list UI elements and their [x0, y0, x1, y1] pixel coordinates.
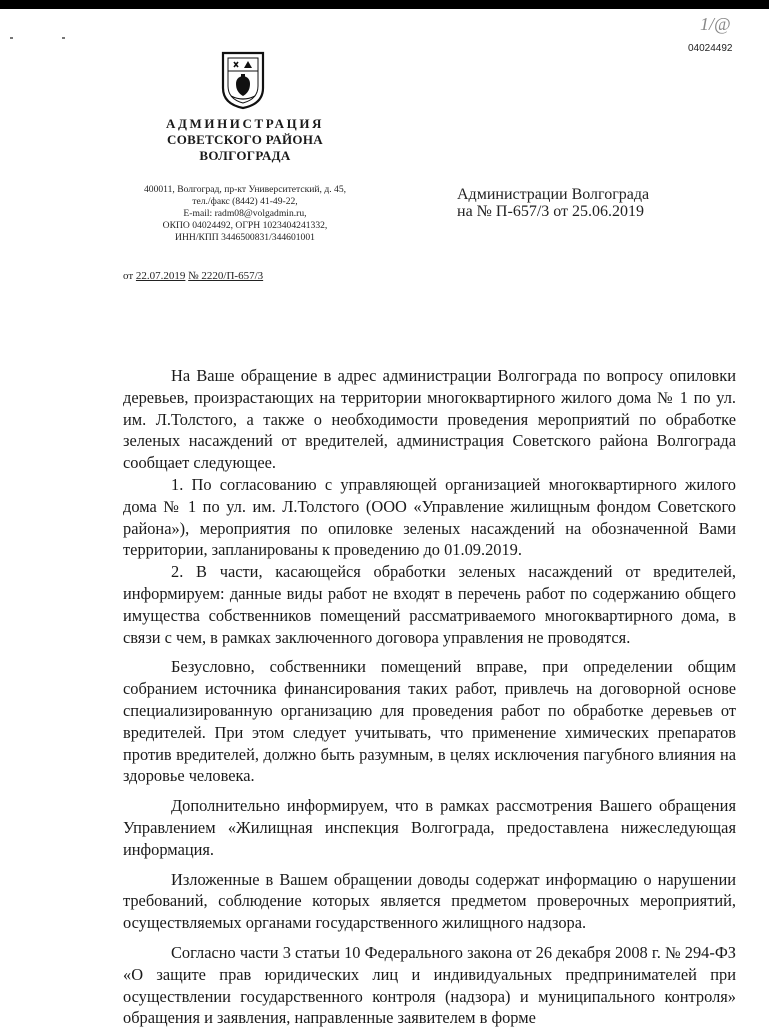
scan-mark: [62, 37, 65, 39]
address-line: 400011, Волгоград, пр-кт Университетский, д. 45,: [143, 184, 347, 195]
handwritten-corner-note: 1/@: [700, 14, 731, 34]
address-line: тел./факс (8442) 41-49-22,: [192, 196, 298, 207]
reference-date: 22.07.2019: [135, 270, 186, 282]
organization-name: [100, 116, 390, 164]
organization-line-3: ВОЛГОГРАДА: [199, 148, 291, 163]
document-id: 04024492: [688, 43, 733, 54]
reference-number: № 2220/П-657/3: [188, 270, 264, 282]
scan-mark: [10, 37, 13, 39]
body-paragraph: 2. В части, касающейся обработки зеленых насаждений от вредителей, информируем: данные виды работ не входят в перечень работ по содержанию общего имущества собственников помещений рассматриваемого многоквартирного дома, в связи с чем, в рамках заключенного договора управления не проводятся.: [123, 562, 736, 647]
body-paragraph: Согласно части 3 статьи 10 Федерального закона от 26 декабря 2008 г. № 294-ФЗ «О защите прав юридических лиц и индивидуальных предпринимателей при осуществлении государственного контроля (надзора) и муниципального контроля» обращения и заявления, направленные заявителем в форме: [123, 942, 736, 1028]
body-paragraph: Безусловно, собственники помещений вправе, при определении общим собранием источника финансирования таких работ, привлечь на договорной основе специализированную организацию для проведения работ по обработке деревьев от вредителей. При этом следует учитывать, что применение химических препаратов против вредителей, должно быть разумным, в целях исключения пагубного влияния на здоровье человека.: [123, 657, 736, 786]
body-paragraph: 1. По согласованию с управляющей организацией многоквартирного жилого дома № 1 по ул. им. Л.Толстого (ООО «Управление жилищным фондом Советского района»), мероприятия по опиловке зеленых насаждений на обозначенной Вами территории, запланированы к проведению до 01.09.2019.: [123, 474, 736, 560]
letter-body: [123, 365, 736, 1029]
recipient-line-2: на № П-657/3 от 25.06.2019: [457, 203, 645, 220]
outgoing-reference: [123, 270, 263, 282]
recipient-block: [457, 186, 649, 220]
scan-top-edge: [0, 0, 769, 9]
volgograd-coat-of-arms-icon: [220, 50, 266, 110]
organization-line-1: АДМИНИСТРАЦИЯ: [165, 116, 325, 131]
recipient-line-1: Администрации Волгограда: [457, 186, 650, 203]
body-paragraph: На Ваше обращение в адрес администрации Волгограда по вопросу опиловки деревьев, произрастающих на территории многоквартирного жилого дома № 1 по ул. им. Л.Толстого, а также о необходимости проведения мероприятий по обработке зеленых насаждений от вредителей, администрация Советского района Волгограда сообщает следующее.: [123, 366, 736, 473]
address-line: ОКПО 04024492, ОГРН 1023404241332,: [162, 220, 328, 231]
address-line: ИНН/КПП 3446500831/344601001: [175, 232, 315, 243]
reference-prefix: от: [123, 270, 134, 282]
organization-address: [95, 184, 395, 244]
body-paragraph: Изложенные в Вашем обращении доводы содержат информацию о нарушении требований, соблюдение которых является предметом проверочных мероприятий, осуществляемых органами государственного жилищного надзора.: [123, 869, 736, 933]
body-paragraph: Дополнительно информируем, что в рамках рассмотрения Вашего обращения Управлением «Жилищная инспекция Волгограда, предоставлена нижеследующая информация.: [123, 796, 736, 859]
organization-line-2: СОВЕТСКОГО РАЙОНА: [167, 132, 323, 147]
address-line: E-mail: radm08@volgadmin.ru,: [183, 208, 307, 219]
